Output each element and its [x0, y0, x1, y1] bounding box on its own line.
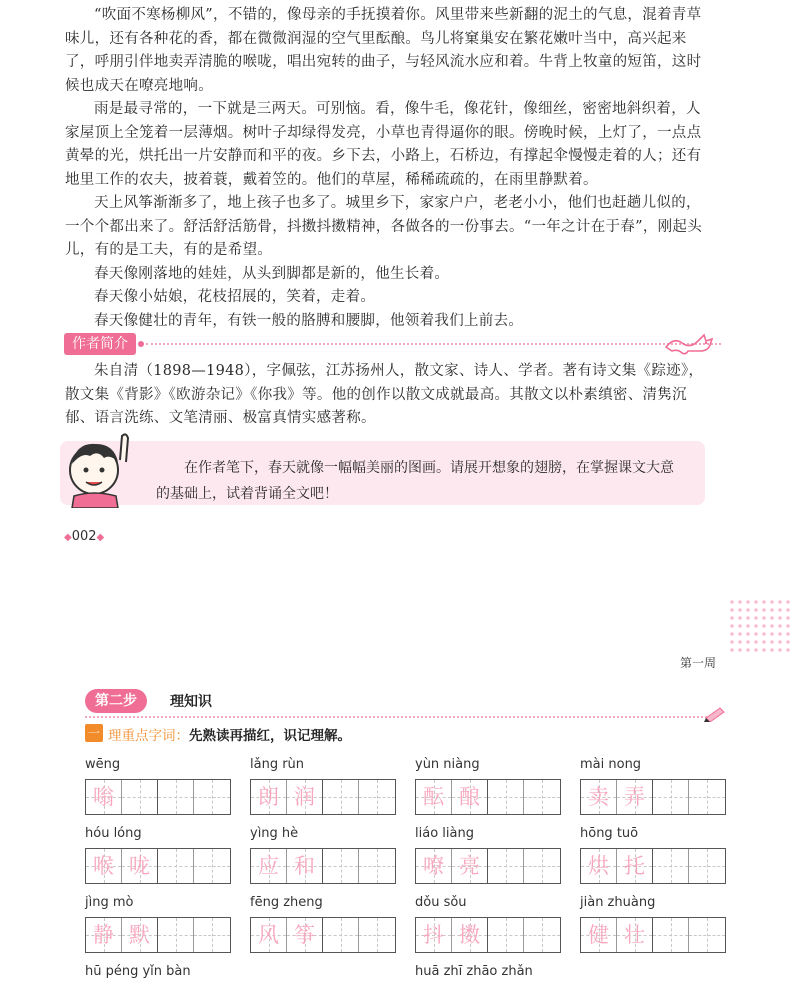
tracing-grid: [85, 779, 231, 815]
step-badge: 第二步: [85, 689, 147, 713]
step-title: 理知识: [170, 694, 212, 710]
trace-cell: [617, 849, 653, 883]
trace-character: 托: [624, 854, 645, 878]
trace-character: 和: [294, 854, 315, 878]
writing-cell[interactable]: [359, 849, 395, 883]
tracing-grid: [250, 848, 396, 884]
pinyin-label: jìng mò: [85, 895, 134, 910]
tracing-grid: [250, 917, 396, 953]
trace-cell: [122, 918, 158, 952]
trace-cell: [416, 849, 452, 883]
trace-character: 擞: [459, 923, 480, 947]
pinyin-label: hōng tuō: [580, 826, 639, 841]
tracing-grid: [250, 779, 396, 815]
vocab-word: [85, 963, 233, 981]
pinyin-label: hóu lóng: [85, 826, 142, 841]
trace-cell: [86, 780, 122, 814]
writing-cell[interactable]: [653, 780, 689, 814]
pinyin-label: liáo liàng: [415, 826, 474, 841]
trace-character: 嗡: [93, 785, 114, 809]
trace-cell: [86, 918, 122, 952]
trace-character: 弄: [624, 785, 645, 809]
writing-cell[interactable]: [194, 849, 230, 883]
vocab-word: [415, 894, 563, 953]
trace-cell: [617, 918, 653, 952]
pinyin-label: huā zhī zhāo zhǎn: [415, 964, 533, 979]
trace-cell: [122, 849, 158, 883]
tracing-grid: [85, 917, 231, 953]
trace-character: 默: [129, 923, 150, 947]
writing-cell[interactable]: [689, 780, 725, 814]
trace-character: 润: [294, 785, 315, 809]
trace-cell: [581, 918, 617, 952]
vocab-word: [415, 756, 563, 815]
writing-cell[interactable]: [524, 780, 560, 814]
pinyin-label: mài nong: [580, 757, 642, 772]
pinyin-label: lǎng rùn: [250, 757, 305, 772]
trace-cell: [287, 780, 323, 814]
writing-cell[interactable]: [524, 918, 560, 952]
dot-pattern-icon: [728, 598, 790, 658]
author-intro-header: [64, 333, 714, 357]
recite-note-text: 在作者笔下，春天就像一幅幅美丽的图画。请展开想象的翅膀，在掌握课文大意的基础上，试着背诵全文吧！: [156, 460, 674, 502]
task-number: 一: [85, 724, 103, 742]
trace-cell: [617, 780, 653, 814]
tracing-grid: [580, 848, 726, 884]
passage-paragraph-4: 春天像刚落地的娃娃，从头到脚都是新的，他生长着。: [94, 266, 450, 282]
trace-character: 酝: [423, 785, 444, 809]
vocab-word: [580, 756, 728, 815]
tracing-grid: [580, 917, 726, 953]
writing-cell[interactable]: [488, 780, 524, 814]
trace-character: 静: [93, 923, 114, 947]
pinyin-label: yìng hè: [250, 826, 299, 841]
trace-cell: [86, 849, 122, 883]
trace-cell: [416, 780, 452, 814]
cat-icon: [664, 327, 716, 357]
trace-character: 嘹: [423, 854, 444, 878]
trace-cell: [452, 780, 488, 814]
trace-cell: [287, 849, 323, 883]
writing-cell[interactable]: [194, 780, 230, 814]
passage-paragraph-6: 春天像健壮的青年，有铁一般的胳膊和腰脚，他领着我们上前去。: [94, 313, 524, 329]
vocab-word: [250, 894, 398, 953]
tracing-grid: [415, 779, 561, 815]
vocab-word: [85, 825, 233, 884]
trace-character: 亮: [459, 854, 480, 878]
vocab-word: [580, 894, 728, 953]
dot-icon: [138, 341, 144, 347]
trace-character: 烘: [588, 854, 609, 878]
vocab-word: [415, 963, 563, 981]
pinyin-label: wēng: [85, 757, 121, 772]
trace-character: 抖: [423, 923, 444, 947]
trace-cell: [581, 849, 617, 883]
writing-cell[interactable]: [122, 780, 158, 814]
writing-cell[interactable]: [689, 918, 725, 952]
trace-cell: [251, 918, 287, 952]
pinyin-label: fēng zheng: [250, 895, 323, 910]
author-intro-text: 朱自清（1898—1948），字佩弦，江苏扬州人，散文家、诗人、学者。著有诗文集《踪迹》，散文集《背影》《欧游杂记》《你我》等。他的创作以散文成就最高。其散文以朴素缜密、清隽沉郁、语言洗练、文笔清丽、极富真情实感著称。: [65, 363, 704, 427]
writing-cell[interactable]: [359, 780, 395, 814]
tracing-grid: [415, 848, 561, 884]
writing-cell[interactable]: [524, 849, 560, 883]
week-label: 第一周: [680, 656, 717, 670]
tracing-grid: [415, 917, 561, 953]
writing-cell[interactable]: [359, 918, 395, 952]
vocab-word: [250, 756, 398, 815]
trace-cell: [251, 780, 287, 814]
trace-character: 壮: [624, 923, 645, 947]
tracing-grid: [85, 848, 231, 884]
boy-illustration-icon: [64, 430, 136, 508]
passage-paragraph-2: 雨是最寻常的，一下就是三两天。可别恼。看，像牛毛，像花针，像细丝，密密地斜织着，人家屋顶上全笼着一层薄烟。树叶子却绿得发亮，小草也青得逼你的眼。傍晚时候，上灯了，一点点黄晕的光，烘托出一片安静而和平的夜。乡下去，小路上，石桥边，有撑起伞慢慢走着的人；还有地里工作的农夫，披着蓑，戴着笠的。他们的草屋，稀稀疏疏的，在雨里静默着。: [65, 101, 702, 188]
trace-character: 喉: [93, 854, 114, 878]
vocab-word: [580, 825, 728, 884]
trace-cell: [452, 849, 488, 883]
trace-character: 朗: [258, 785, 279, 809]
pinyin-label: hū péng yǐn bàn: [85, 964, 191, 979]
writing-cell[interactable]: [158, 780, 194, 814]
trace-cell: [452, 918, 488, 952]
writing-cell[interactable]: [158, 849, 194, 883]
dotted-divider: [146, 343, 721, 345]
pinyin-label: jiàn zhuàng: [580, 895, 656, 910]
trace-cell: [251, 849, 287, 883]
vocab-word: [85, 756, 233, 815]
writing-cell[interactable]: [323, 780, 359, 814]
vocab-word: [415, 825, 563, 884]
writing-cell[interactable]: [323, 849, 359, 883]
trace-cell: [287, 918, 323, 952]
diamond-icon: ◆: [64, 532, 72, 543]
trace-character: 卖: [588, 785, 609, 809]
writing-cell[interactable]: [158, 918, 194, 952]
trace-cell: [581, 780, 617, 814]
trace-cell: [416, 918, 452, 952]
diamond-icon: ◆: [96, 532, 105, 543]
page-number: ◆002◆: [64, 529, 105, 544]
writing-cell[interactable]: [689, 849, 725, 883]
trace-character: 酿: [459, 785, 480, 809]
writing-cell[interactable]: [194, 918, 230, 952]
recite-note-box: [60, 441, 705, 505]
trace-character: 健: [588, 923, 609, 947]
writing-cell[interactable]: [488, 918, 524, 952]
writing-cell[interactable]: [653, 918, 689, 952]
writing-cell[interactable]: [488, 849, 524, 883]
writing-cell[interactable]: [323, 918, 359, 952]
vocab-word: [85, 894, 233, 953]
passage-paragraph-1: “吹面不寒杨柳风”，不错的，像母亲的手抚摸着你。风里带来些新翻的泥土的气息，混着青草味儿，还有各种花的香，都在微微润湿的空气里酝酿。鸟儿将窠巢安在繁花嫩叶当中，高兴起来了，呼朋引伴地卖弄清脆的喉咙，唱出宛转的曲子，与轻风流水应和着。牛背上牧童的短笛，这时候也成天在嘹亮地响。: [65, 7, 702, 94]
task-instruction: 理重点字词：先熟读再描红，识记理解。: [108, 728, 351, 744]
trace-character: 风: [258, 923, 279, 947]
tracing-grid: [580, 779, 726, 815]
passage-paragraph-5: 春天像小姑娘，花枝招展的，笑着，走着。: [94, 289, 376, 305]
pinyin-label: yùn niàng: [415, 757, 480, 772]
trace-character: 咙: [129, 854, 150, 878]
trace-character: 筝: [294, 923, 315, 947]
trace-character: 应: [258, 854, 279, 878]
pencil-icon: [704, 706, 728, 722]
author-intro-badge: 作者简介: [64, 333, 136, 355]
pinyin-label: dǒu sǒu: [415, 895, 467, 910]
dotted-divider: [85, 716, 715, 718]
writing-cell[interactable]: [653, 849, 689, 883]
vocab-word: [250, 825, 398, 884]
passage-paragraph-3: 天上风筝渐渐多了，地上孩子也多了。城里乡下，家家户户，老老小小，他们也赶趟儿似的，一个个都出来了。舒活舒活筋骨，抖擞抖擞精神，各做各的一份事去。“一年之计在于春”，刚起头儿，有的是工夫，有的是希望。: [65, 195, 703, 259]
